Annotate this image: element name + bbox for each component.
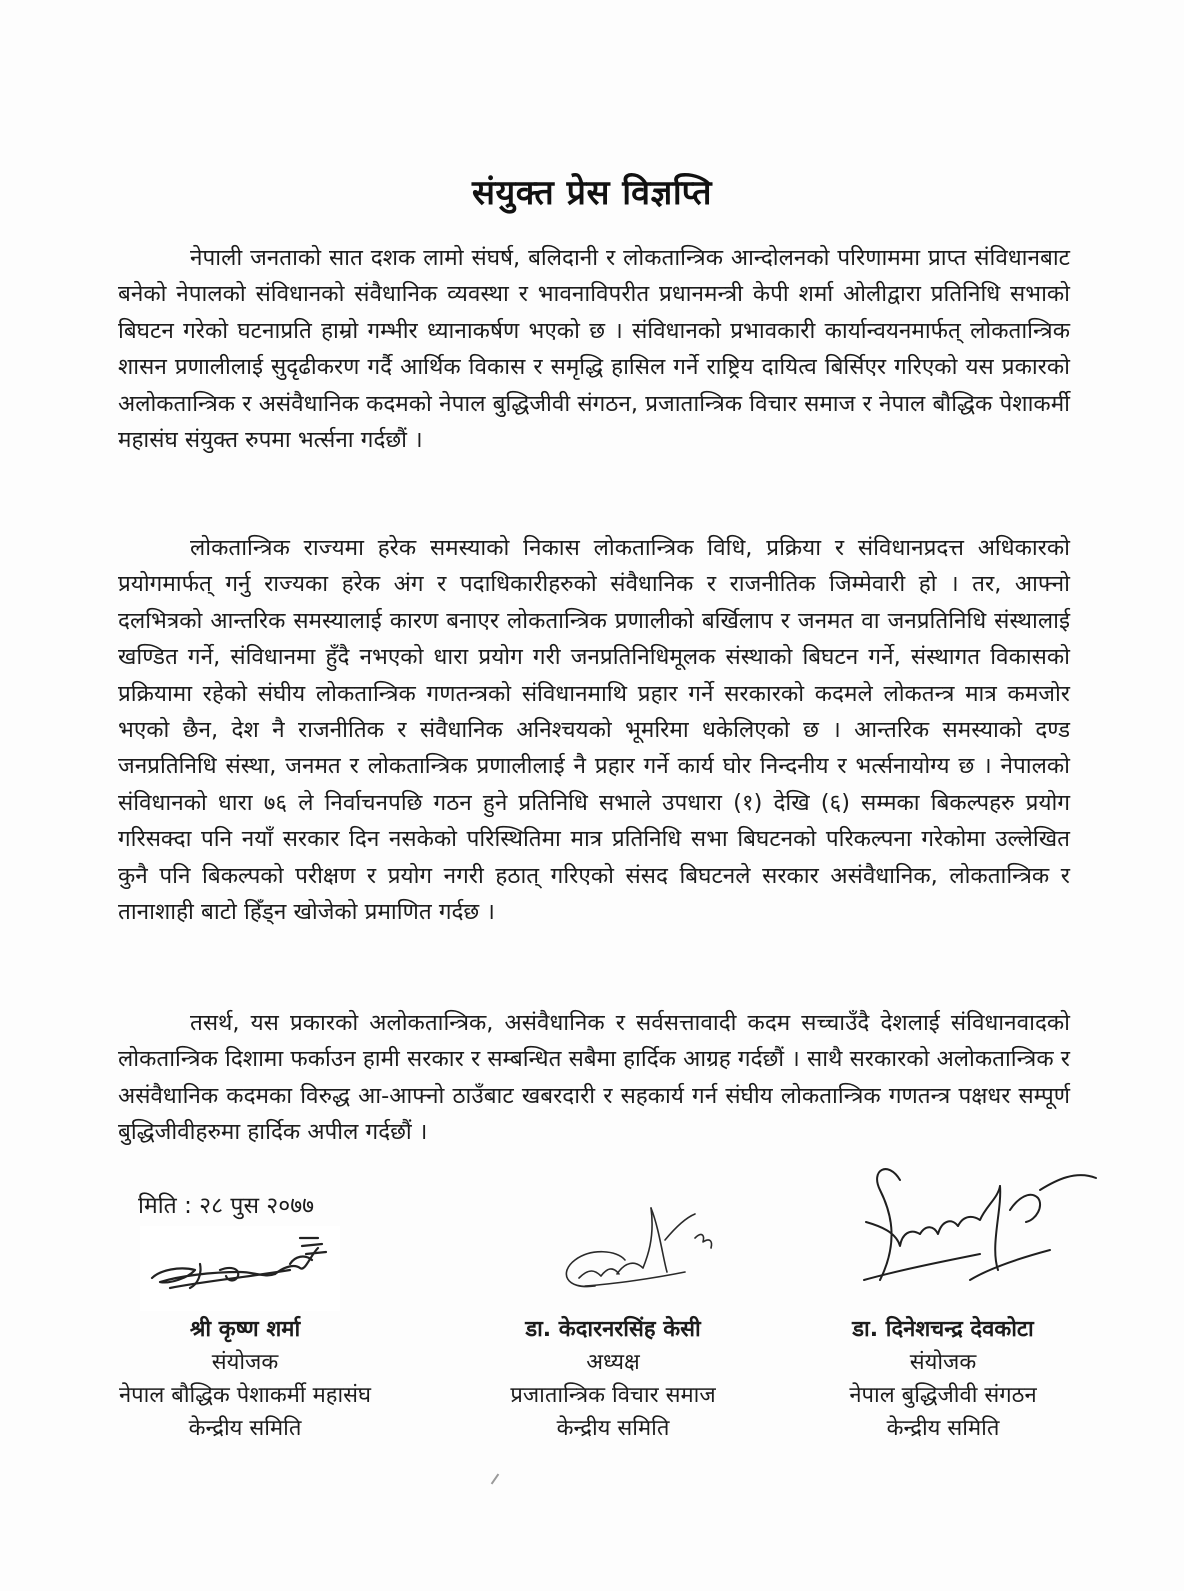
signatory-2-committee: केन्द्रीय समिति	[556, 1416, 670, 1441]
signatory-3-organization: नेपाल बुद्धिजीवी संगठन	[849, 1383, 1037, 1408]
signatory-1-role: संयोजक	[211, 1350, 279, 1375]
signatory-2-name: डा. केदारनरसिंह केसी	[525, 1317, 701, 1342]
signatory-1	[90, 1313, 400, 1445]
signature-2-image	[555, 1198, 725, 1303]
paragraph-2: लोकतान्त्रिक राज्यमा हरेक समस्याको निकास लोकतान्त्रिक विधि, प्रक्रिया र संविधानप्रदत्त अधिकारको प्रयोगमार्फत् गर्नु राज्यका हरेक अंग र पदाधिकारीहरुको संवैधानिक र राजनीतिक जिम्मेवारी हो । तर, आफ्नो दलभित्रको आन्तरिक समस्यालाई कारण बनाएर लोकतान्त्रिक प्रणालीको बर्खिलाप र जनमत वा जनप्रतिनिधि संस्थालाई खण्डित गर्ने, संविधानमा हुँदै नभएको धारा प्रयोग गरी जनप्रतिनिधिमूलक संस्थाको बिघटन गर्ने, संस्थागत विकासको प्रक्रियामा रहेको संघीय लोकतान्त्रिक गणतन्त्रको संविधानमाथि प्रहार गर्ने सरकारको कदमले लोकतन्त्र मात्र कमजोर भएको छैन, देश नै राजनीतिक र संवैधानिक अनिश्चयको भूमरिमा धकेलिएको छ । आन्तरिक समस्याको दण्ड जनप्रतिनिधि संस्था, जनमत र लोकतान्त्रिक प्रणालीलाई नै प्रहार गर्ने कार्य घोर निन्दनीय र भर्त्सनायोग्य छ । नेपालको संविधानको धारा ७६ ले निर्वाचनपछि गठन हुने प्रतिनिधि सभाले उपधारा (१) देखि (६) सम्मका बिकल्पहरु प्रयोग गरिसक्दा पनि नयाँ सरकार दिन नसकेको परिस्थितिमा मात्र प्रतिनिधि सभा बिघटनको परिकल्पना गरेकोमा उल्लेखित कुनै पनि बिकल्पको परीक्षण र प्रयोग नगरी हठात् गरिएको संसद बिघटनले सरकार असंवैधानिक, लोकतान्त्रिक र तानाशाही बाटो हिँड्न खोजेको प्रमाणित गर्दछ ।	[118, 535, 1070, 926]
signature-1-image	[140, 1226, 340, 1311]
signatory-1-organization: नेपाल बौद्धिक पेशाकर्मी महासंघ	[118, 1383, 372, 1408]
ink-mark	[491, 1474, 500, 1485]
signatory-2-organization: प्रजातान्त्रिक विचार समाज	[510, 1383, 716, 1408]
signatory-2-role: अध्यक्ष	[586, 1350, 640, 1375]
signatory-1-name: श्री कृष्ण शर्मा	[189, 1317, 301, 1342]
date-line: मिति : २८ पुस २०७७	[138, 1193, 315, 1219]
document-title: संयुक्त प्रेस विज्ञप्ति	[472, 173, 712, 213]
signatory-3-role: संयोजक	[909, 1350, 977, 1375]
signatory-3	[812, 1313, 1074, 1445]
signatory-1-committee: केन्द्रीय समिति	[188, 1416, 302, 1441]
signatory-3-name: डा. दिनेशचन्द्र देवकोटा	[852, 1317, 1034, 1342]
signatory-2	[478, 1313, 748, 1445]
paragraph-1: नेपाली जनताको सात दशक लामो संघर्ष, बलिदानी र लोकतान्त्रिक आन्दोलनको परिणाममा प्राप्त संविधानबाट बनेको नेपालको संविधानको संवैधानिक व्यवस्था र भावनाविपरीत प्रधानमन्त्री केपी शर्मा ओलीद्वारा प्रतिनिधि सभाको बिघटन गरेको घटनाप्रति हाम्रो गम्भीर ध्यानाकर्षण भएको छ । संविधानको प्रभावकारी कार्यान्वयनमार्फत् लोकतान्त्रिक शासन प्रणालीलाई सुदृढीकरण गर्दै आर्थिक विकास र समृद्धि हासिल गर्ने राष्ट्रिय दायित्व बिर्सिएर गरिएको यस प्रकारको अलोकतान्त्रिक र असंवैधानिक कदमको नेपाल बुद्धिजीवी संगठन, प्रजातान्त्रिक विचार समाज र नेपाल बौद्धिक पेशाकर्मी महासंघ संयुक्त रुपमा भर्त्सना गर्दछौं ।	[118, 245, 1070, 454]
paragraph-3: तसर्थ, यस प्रकारको अलोकतान्त्रिक, असंवैधानिक र सर्वसत्तावादी कदम सच्चाउँदै देशलाई संविधानवादको लोकतान्त्रिक दिशामा फर्काउन हामी सरकार र सम्बन्धित सबैमा हार्दिक आग्रह गर्दछौं । साथै सरकारको अलोकतान्त्रिक र असंवैधानिक कदमका विरुद्ध आ-आफ्नो ठाउँबाट खबरदारी र सहकार्य गर्न संघीय लोकतान्त्रिक गणतन्त्र पक्षधर सम्पूर्ण बुद्धिजीवीहरुमा हार्दिक अपील गर्दछौं ।	[118, 1010, 1070, 1146]
signature-3-image	[840, 1150, 1110, 1290]
signatory-3-committee: केन्द्रीय समिति	[886, 1416, 1000, 1441]
